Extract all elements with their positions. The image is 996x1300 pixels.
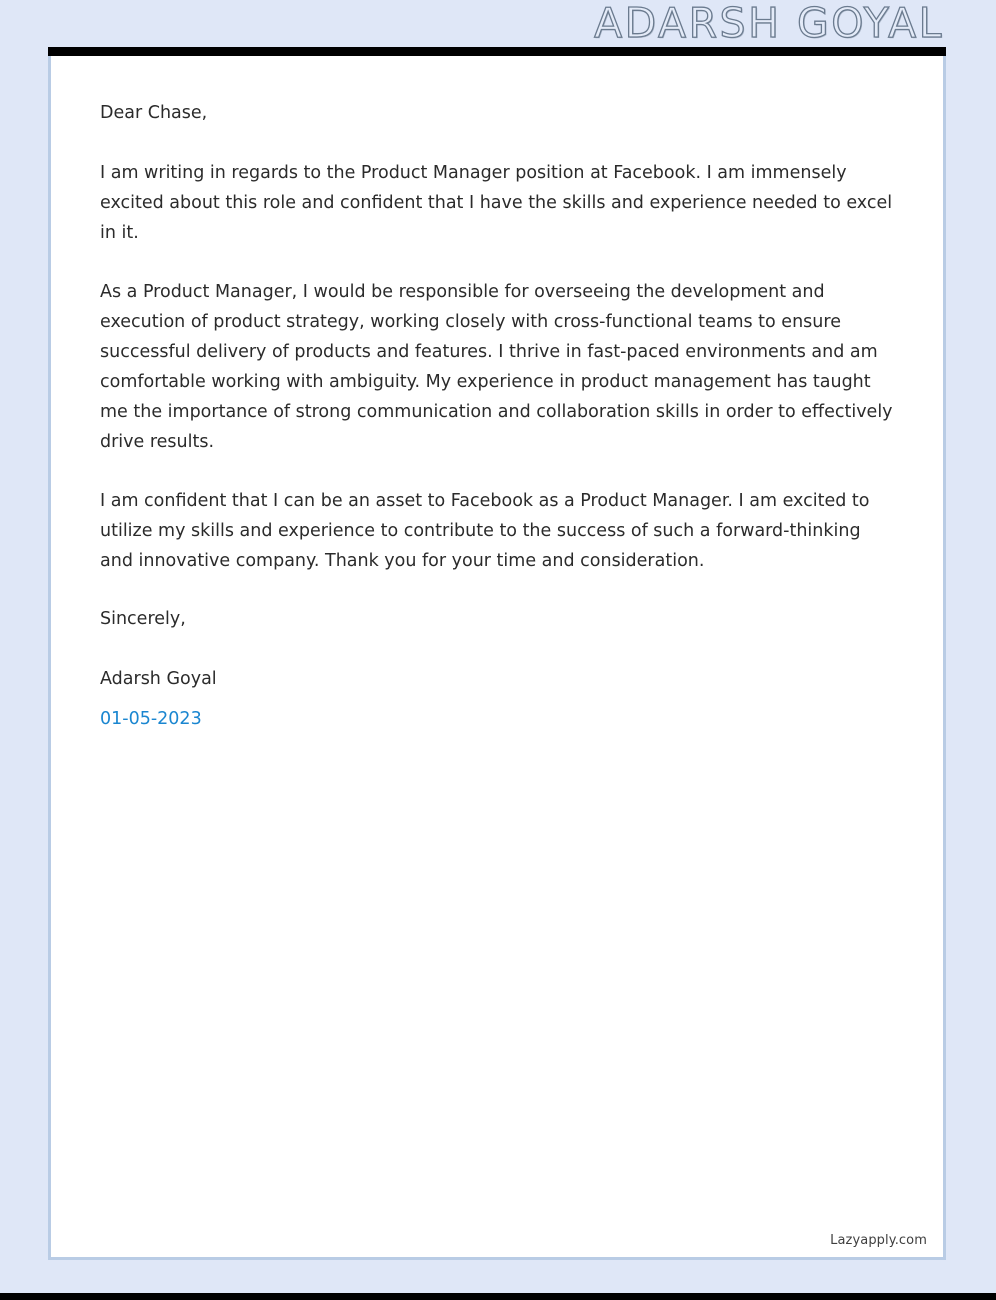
letter-date: 01-05-2023	[100, 709, 202, 729]
letter-salutation: Dear Chase,	[100, 103, 208, 123]
letter-signer-name: Adarsh Goyal	[100, 669, 217, 689]
footer-brand-label: Lazyapply.com	[830, 1233, 927, 1248]
letter-sheet	[48, 56, 946, 1260]
document-header-band	[0, 0, 996, 48]
top-black-rule	[48, 47, 946, 56]
header-applicant-name: ADARSH GOYAL	[594, 0, 944, 47]
bottom-black-rule	[0, 1293, 996, 1300]
letter-closing: Sincerely,	[100, 609, 186, 629]
letter-paragraph-2: As a Product Manager, I would be responsible for overseeing the development and execution of product strategy, working closely with cross-functional teams to ensure successful delivery of products and features. I thrive in fast-paced environments and am comfortable working with ambiguity. My experience in product management has taught me the importance of strong communication and collaboration skills in order to effectively drive results.	[100, 282, 893, 452]
letter-paragraph-1: I am writing in regards to the Product Manager position at Facebook. I am immensely excited about this role and confident that I have the skills and experience needed to excel in it.	[100, 163, 893, 243]
letter-paragraph-3: I am confident that I can be an asset to Facebook as a Product Manager. I am excited to utilize my skills and experience to contribute to the success of such a forward-thinking and innovative company. Thank you for your time and consideration.	[100, 491, 870, 571]
letter-content	[100, 99, 896, 734]
